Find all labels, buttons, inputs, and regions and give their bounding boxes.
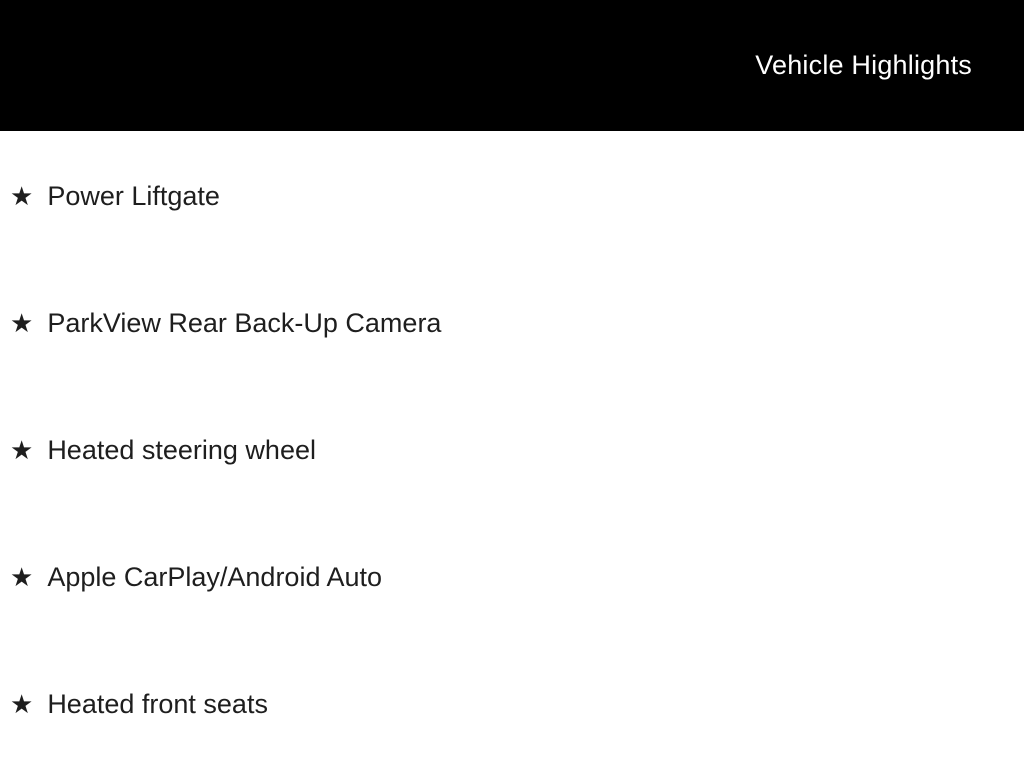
star-icon: ★ [10, 562, 34, 592]
page-title: Vehicle Highlights [755, 50, 972, 80]
list-item [10, 305, 1024, 341]
highlight-label: Heated front seats [47, 689, 268, 719]
star-icon: ★ [10, 181, 34, 211]
highlight-label: Power Liftgate [47, 181, 220, 211]
star-icon: ★ [10, 435, 34, 465]
list-item [10, 178, 1024, 214]
list-item [10, 432, 1024, 468]
highlight-label: Heated steering wheel [47, 435, 316, 465]
list-item [10, 559, 1024, 595]
highlight-label: ParkView Rear Back-Up Camera [47, 308, 442, 338]
star-icon: ★ [10, 308, 34, 338]
star-icon: ★ [10, 689, 34, 719]
highlights-list [0, 131, 1024, 722]
list-item [10, 686, 1024, 722]
highlight-label: Apple CarPlay/Android Auto [47, 562, 383, 592]
header-bar [0, 0, 1024, 131]
